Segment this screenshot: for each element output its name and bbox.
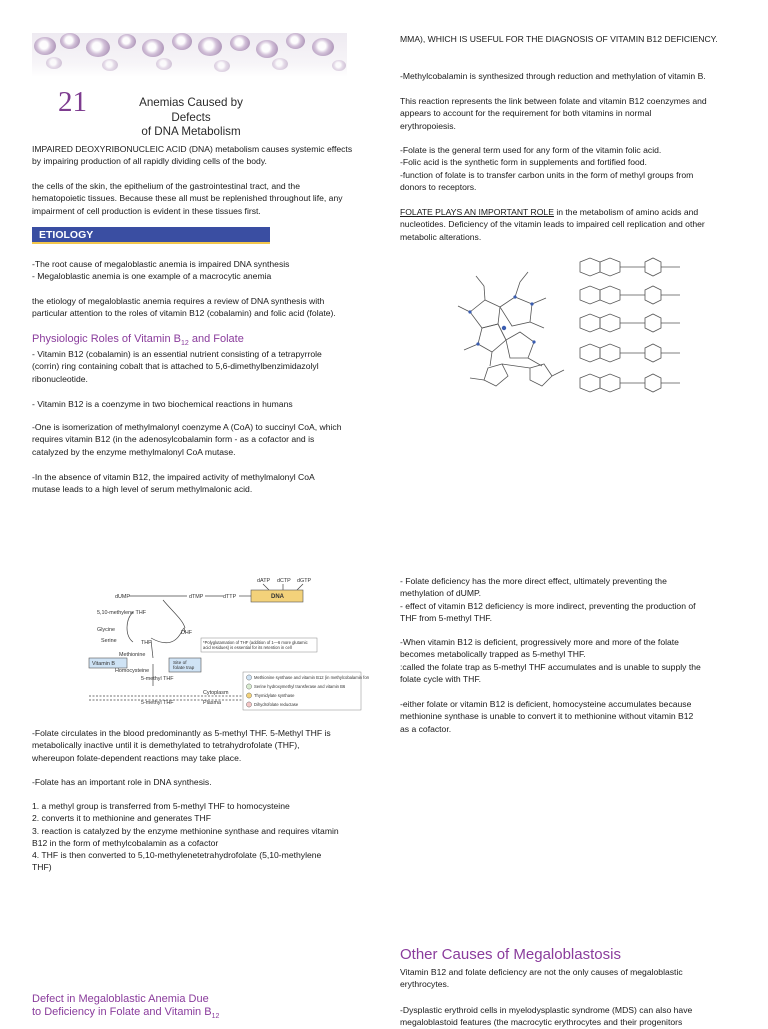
cytoplasm-label: Cytoplasm (203, 690, 229, 696)
right-paragraph-7: -When vitamin B12 is deficient, progressively more and more of the folate becomes metabolically trapped as 5-methyl THF. :called the folate trap as 5-methyl THF accumulates and is unable to supply the folate cycle with THF. (400, 637, 701, 684)
homocysteine-label: Homocysteine (115, 668, 150, 674)
methionine-label: Methionine (119, 652, 146, 658)
chemical-structures-drawing (440, 252, 720, 404)
folate-cycle-diagram (33, 576, 369, 712)
dna-label: DNA (271, 594, 284, 600)
dttp-label: dTTP (223, 594, 237, 600)
right-paragraph-8: -either folate or vitamin B12 is deficient, homocysteine accumulates because methionine synthase is unable to convert it to methionine without vitamin B12 as a cofactor. (400, 699, 694, 734)
right-paragraph-4: -Folate is the general term used for any form of the vitamin folic acid. -Folic acid is the synthetic form in supplements and fortified food. -function of folate is to transfer carbon units in the form of methyl groups from donors to receptors. (400, 145, 694, 192)
right-paragraph-1: MMA), WHICH IS USEFUL FOR THE DIAGNOSIS OF VITAMIN B12 DEFICIENCY. (400, 34, 718, 44)
other-causes-heading: Other Causes of Megaloblastosis (400, 946, 621, 963)
blood-smear-banner (32, 33, 347, 77)
other-causes-paragraph-2: -Dysplastic erythroid cells in myelodysplastic syndrome (MDS) can also have megaloblastoid features (the macrocytic erythrocytes and their progenitors (400, 1005, 693, 1028)
dump-label: dUMP (115, 594, 130, 600)
right-paragraph-6: - Folate deficiency has the more direct effect, ultimately preventing the methylation of dUMP. - effect of vitamin B12 deficiency is more indirect, preventing the production of THF from 5-methyl THF. (400, 576, 696, 623)
folate-paragraph-2: -Folate has an important role in DNA synthesis. (32, 777, 212, 787)
dgtp-label: dGTP (297, 578, 312, 584)
thf-label: THF (141, 640, 152, 646)
methylthf-plasma-label: 5-methyl THF (141, 700, 174, 706)
intro-paragraph-1: IMPAIRED DEOXYRIBONUCLEIC ACID (DNA) metabolism causes systemic effects by impairing production of all rapidly dividing cells of the body. (32, 144, 353, 167)
polyglutamation-note: *Polyglutamation of THF (addition of 1—6 more glutamic acid residues) is essential for its retention in cell (203, 640, 308, 650)
folate-paragraph-1: -Folate circulates in the blood predominantly as 5-methyl THF. 5-Methyl THF is metabolically inactive until it is demethylated to tetrahydrofolate (THF), whereupon folate-dependent reactions may take place. (32, 728, 331, 763)
etiology-paragraph-1: -The root cause of megaloblastic anemia is impaired DNA synthesis - Megaloblastic anemia is one example of a macrocytic anemia (32, 259, 290, 282)
glycine-label: Glycine (97, 627, 115, 633)
legend-entry: Dihydrofolate reductase (254, 702, 299, 707)
folate-trap-label: Site of folate trap (173, 661, 195, 671)
methylene-thf-label: 5,10-methylene THF (97, 610, 147, 616)
roles-paragraph-1: - Vitamin B12 (cobalamin) is an essential nutrient consisting of a tetrapyrrole (corrin) ring containing cobalt that is attached to 5,6-dimethylbenzimidazolyl ribonucleotide. (32, 349, 322, 384)
defect-heading: Defect in Megaloblastic Anemia Due to Deficiency in Folate and Vitamin $B_{12}$ (32, 993, 220, 1021)
chapter-number: 21 (58, 86, 87, 118)
intro-paragraph-2: the cells of the skin, the epithelium of the gastrointestinal tract, and the hematopoietic tissues. Because these all must be replenished throughout life, any impairment of cell production is evident in these tissues first. (32, 181, 343, 216)
etiology-heading: ETIOLOGY (32, 227, 270, 244)
other-causes-paragraph-1: Vitamin B12 and folate deficiency are not the only causes of megaloblastic erythrocytes. (400, 967, 683, 990)
legend-entry: Thymidylate synthase (254, 693, 295, 698)
legend-marker (246, 675, 251, 680)
dhf-label: DHF (181, 630, 193, 636)
physiologic-roles-heading: Physiologic Roles of Vitamin $B_{12}$ and Folate (32, 333, 244, 348)
legend-entry: Serine hydroxymethyl transferase and vitamin B6 (254, 684, 346, 689)
vitamin-structures-figure (440, 252, 720, 404)
legend-marker (246, 702, 251, 707)
chapter-title: Anemias Caused by Defects of DNA Metabolism (139, 96, 243, 138)
etiology-paragraph-2: the etiology of megaloblastic anemia requires a review of DNA synthesis with particular attention to the roles of vitamin B12 (cobalamin) and folic acid (folate). (32, 296, 336, 319)
legend-marker (246, 693, 251, 698)
serine-label: Serine (101, 638, 117, 644)
dtmp-label: dTMP (189, 594, 204, 600)
folate-cycle-svg (33, 576, 369, 712)
methylthf-label: 5-methyl THF (141, 676, 174, 682)
folate-steps-list: 1. a methyl group is transferred from 5-methyl THF to homocysteine 2. converts it to methionine and generates THF 3. reaction is catalyzed by the enzyme methionine synthase and requires vitamin B12 in the form of methylcobalamin as a cofactor 4. THF is then converted to 5,10-methylenetetrahydrofolate (5,10-methylene THF) (32, 801, 339, 873)
dctp-label: dCTP (277, 578, 291, 584)
datp-label: dATP (257, 578, 271, 584)
plasma-label: Plasma (203, 700, 221, 706)
right-paragraph-3: This reaction represents the link between folate and vitamin B12 coenzymes and appears to account for the requirement for both vitamins in normal erythropoiesis. (400, 96, 707, 131)
roles-paragraph-2: - Vitamin B12 is a coenzyme in two biochemical reactions in humans (32, 399, 293, 409)
vitamin-b12-label: Vitamin B (92, 661, 115, 667)
roles-paragraph-4: -In the absence of vitamin B12, the impaired activity of methylmalonyl CoA mutase leads to a high level of serum methylmalonic acid. (32, 472, 315, 495)
right-paragraph-2: -Methylcobalamin is synthesized through reduction and methylation of vitamin B. (400, 71, 706, 81)
legend-entry: Methionine synthase and vitamin B12 (in methylcobalamin form) (254, 675, 369, 680)
legend-marker (246, 684, 251, 689)
roles-paragraph-3: -One is isomerization of methylmalonyl coenzyme A (CoA) to succinyl CoA, which requires vitamin B12 (in the adenosylcobalamin form - as a cofactor and is catalyzed by the enzyme methylmalonyl CoA mutase. (32, 422, 342, 457)
right-paragraph-5: FOLATE PLAYS AN IMPORTANT ROLE in the metabolism of amino acids and nucleotides. Deficiency of the vitamin leads to impaired cell replication and other metabolic alterations. (400, 207, 705, 242)
